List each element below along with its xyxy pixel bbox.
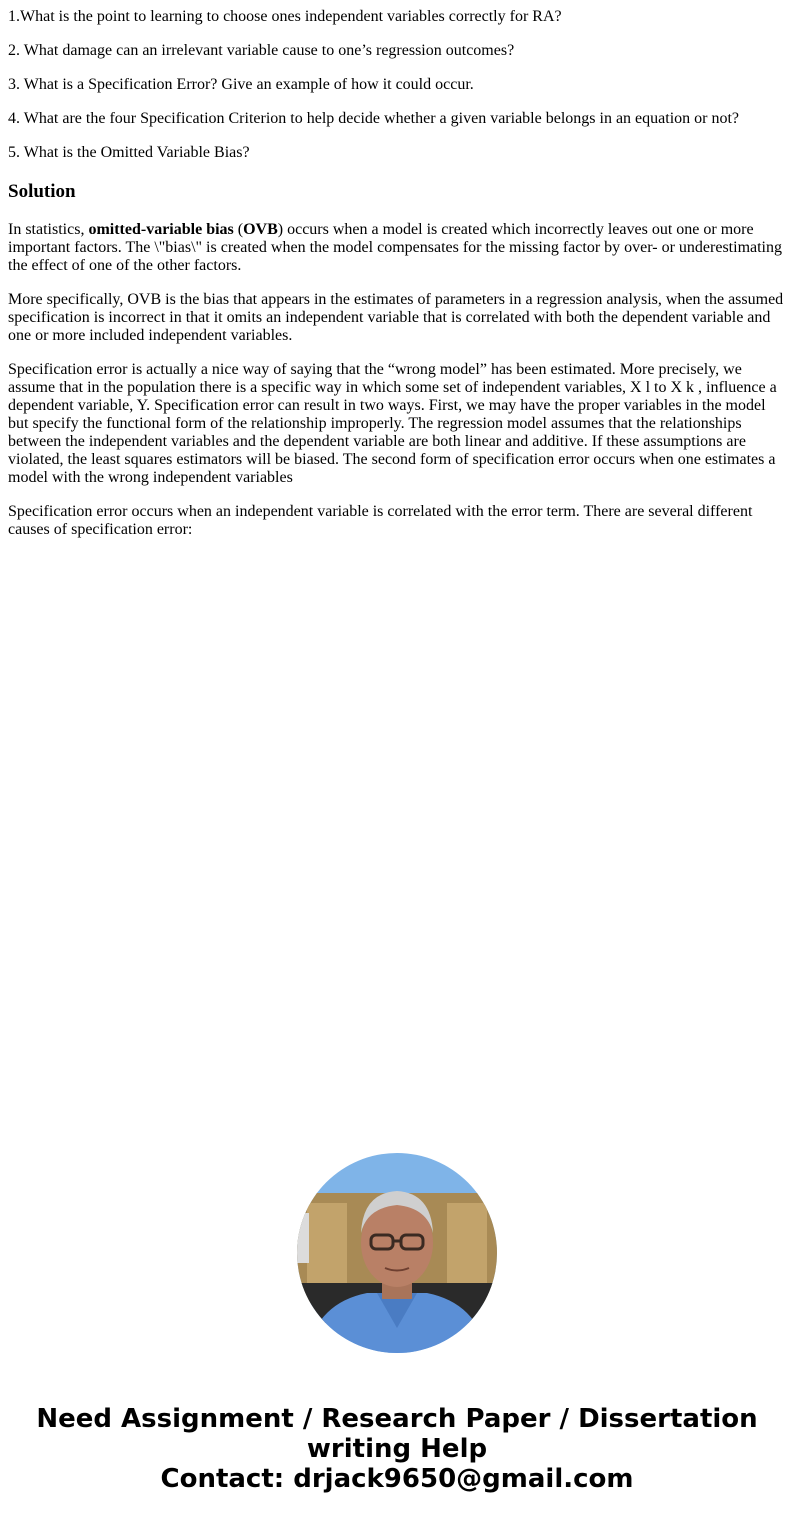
question-3: 3. What is a Specification Error? Give an example of how it could occur. [8,76,474,93]
contact-banner [0,1404,794,1494]
contact-email: Contact: drjack9650@gmail.com [160,1464,634,1494]
p1-abbr: OVB [243,221,278,238]
document-body [8,8,786,555]
p1-prefix: In statistics, [8,221,89,238]
p1-term: omitted-variable bias [88,221,234,238]
solution-paragraph-3: Specification error is actually a nice way of saying that the “wrong model” has been estimated. More precisely, we assume that in the population there is a specific way in which some set of independent variables, X l to X k , influence a dependent variable, Y. Specification error can result in two ways. First, we may have the proper variables in the model but specify the functional form of the relationship improperly. The regression model assumes that the relationships between the independent variables and the dependent variable are both linear and additive. If these assumptions are violated, the least squares estimators will be biased. The second form of specification error occurs when one estimates a model with the wrong independent variables [8,361,777,486]
solution-heading: Solution [8,181,76,202]
question-4: 4. What are the four Specification Criterion to help decide whether a given variable belongs in an equation or not? [8,110,740,127]
solution-paragraph-1 [8,221,786,275]
author-avatar [297,1153,497,1353]
contact-line-2: writing Help [306,1434,488,1464]
avatar-portrait-icon [297,1153,497,1353]
question-1: 1.What is the point to learning to choose ones independent variables correctly for RA? [8,8,562,25]
solution-paragraph-4: Specification error occurs when an independent variable is correlated with the error term. There are several different causes of specification error: [8,503,753,538]
contact-line-1: Need Assignment / Research Paper / Dissertation [36,1404,758,1434]
p1-paren-open: ( [233,221,244,238]
solution-paragraph-2: More specifically, OVB is the bias that appears in the estimates of parameters in a regression analysis, when the assumed specification is incorrect in that it omits an independent variable that is correlated with both the dependent variable and one or more included independent variables. [8,291,784,344]
question-5: 5. What is the Omitted Variable Bias? [8,144,250,161]
p1-rest: ) occurs when a model is created which incorrectly leaves out one or more important factors. The \"bias\" is created when the model compensates for the missing factor by over- or underestimating the effect of one of the other factors. [8,221,782,274]
question-2: 2. What damage can an irrelevant variable cause to one’s regression outcomes? [8,42,515,59]
